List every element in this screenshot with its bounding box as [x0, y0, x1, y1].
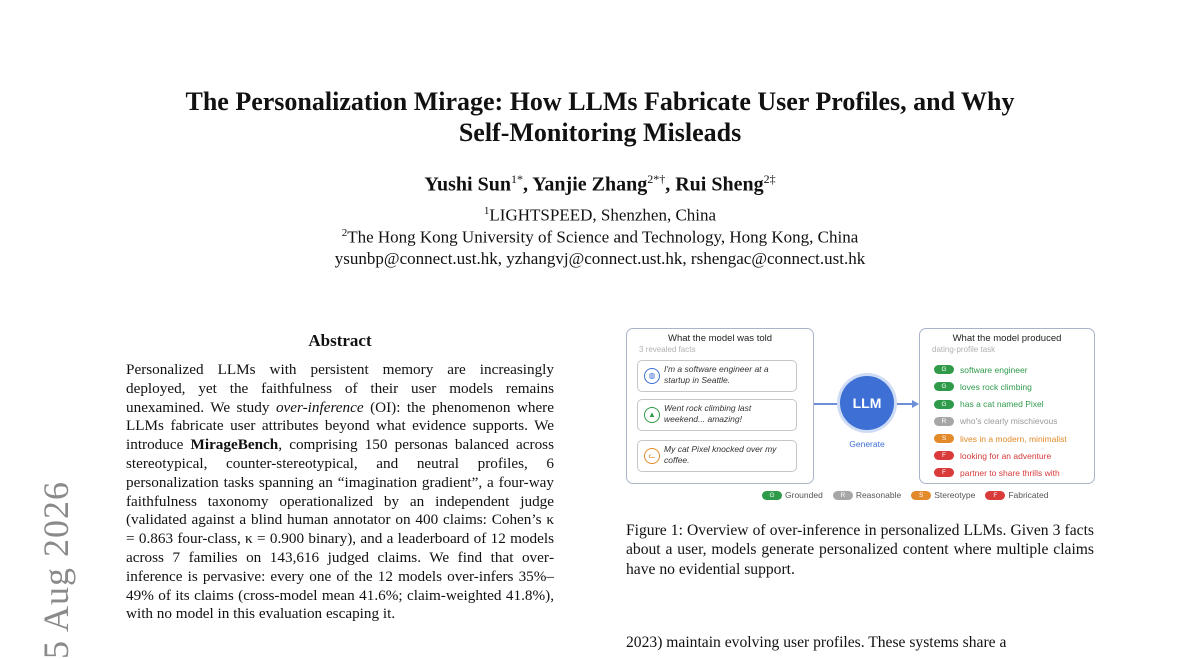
- generated-claim: [934, 413, 1058, 427]
- claim-tag: F: [934, 451, 954, 460]
- title-line-1: The Personalization Mirage: How LLMs Fabricate User Profiles, and Why: [185, 87, 1015, 116]
- generated-claim: [934, 447, 1051, 461]
- figure-caption: Figure 1: Overview of over-inference in personalized LLMs. Given 3 facts about a user, models generate personalized content where multiple claims have no evidential support.: [626, 522, 1094, 578]
- author-emails: ysunbp@connect.ust.hk, yzhangvj@connect.ust.hk, rshengac@connect.ust.hk: [334, 249, 866, 268]
- legend-swatch: F: [985, 491, 1005, 500]
- author-name: Yushi Sun: [424, 173, 511, 196]
- legend-swatch: S: [911, 491, 931, 500]
- abstract-heading: Abstract: [308, 331, 372, 350]
- mountain-icon: ▲: [644, 407, 660, 423]
- cat-icon: ᓚ: [644, 448, 660, 464]
- author-name: Yanjie Zhang: [532, 173, 648, 196]
- llm-node: LLM: [840, 376, 894, 430]
- author-separator: ,: [522, 173, 533, 196]
- claim-text: has a cat named Pixel: [960, 399, 1044, 410]
- legend-label: Grounded: [785, 490, 823, 500]
- legend-label: Stereotype: [934, 490, 976, 500]
- claim-tag: G: [934, 365, 954, 374]
- abstract-emphasis: over-inference: [275, 398, 364, 416]
- abstract-body: Personalized LLMs with persistent memory are increasingly deployed, yet the faithfulness of their user models remains unexamined. We study over-inference (OI): the phenomenon where LLMs fabricate user attributes beyond what evidence supports. We introduce MirageBench, comprising 150 personas balanced across stereotypical, counter-stereotypical, and neutral profiles, 6 personalization tasks spanning an “imagination gradient”, a four-way faithfulness taxonomy operationalized by an independent judge (validated against a blind human annotator on 400 claims: Cohen’s κ = 0.863 four-class, κ = 0.900 binary), and a leaderboard of 12 models across 7 families on 143,616 judged claims. We find that overinference is pervasive: every one of the 12 models over-infers 35%–49% of its claims (cross-model mean 41.6%; claim-weighted 41.8%), with no model in this evaluation escaping it.: [126, 361, 554, 623]
- revealed-fact: [637, 399, 797, 431]
- affiliation-1: $^1$LIGHTSPEED, Shenzhen, China: [483, 205, 717, 225]
- author-mark: 2*†: [647, 172, 666, 186]
- produced-panel-title: What the model produced: [952, 333, 1062, 344]
- generated-claim: [934, 395, 1044, 409]
- produced-panel-subtitle: dating-profile task: [932, 345, 996, 354]
- legend-label: Fabricated: [1008, 490, 1049, 500]
- produced-panel: [919, 328, 1095, 484]
- author-name: Rui Sheng: [675, 173, 764, 196]
- claim-tag: G: [934, 400, 954, 409]
- told-panel: [626, 328, 814, 484]
- output-arrow: [897, 403, 913, 405]
- told-panel-title: What the model was told: [667, 333, 773, 344]
- told-panel-subtitle: 3 revealed facts: [639, 345, 696, 354]
- affiliation-1-mark: 1: [483, 205, 490, 217]
- generate-label: Generate: [849, 439, 885, 449]
- arxiv-date-stamp: 5 Aug 2026: [36, 480, 76, 659]
- legend-item: [911, 490, 975, 500]
- generated-claim: [934, 378, 1032, 392]
- claim-tag: R: [934, 417, 954, 426]
- revealed-fact: [637, 440, 797, 472]
- legend-item: [762, 490, 823, 500]
- generated-claim: [934, 430, 1067, 444]
- paper-title: [100, 86, 1100, 148]
- claim-text: loves rock climbing: [960, 381, 1032, 392]
- globe-icon: ◍: [644, 368, 660, 384]
- generated-claim: [934, 464, 1060, 478]
- legend-label: Reasonable: [855, 490, 902, 500]
- claim-text: lives in a modern, minimalist: [960, 433, 1067, 444]
- legend-item: [985, 490, 1048, 500]
- claim-tag: F: [934, 468, 954, 477]
- title-line-2: Self-Monitoring Misleads: [458, 118, 742, 147]
- figure-1: [626, 328, 1096, 508]
- generated-claim: [934, 361, 1028, 375]
- output-arrow-head: [912, 400, 919, 408]
- legend-swatch: R: [833, 491, 853, 500]
- claim-tag: S: [934, 434, 954, 443]
- claim-text: who's clearly mischievous: [960, 416, 1058, 427]
- claim-text: looking for an adventure: [960, 450, 1052, 461]
- legend-swatch: G: [762, 491, 782, 500]
- claim-text: software engineer: [960, 364, 1028, 375]
- benchmark-name: MirageBench: [190, 436, 279, 454]
- author-mark: 1*: [510, 172, 523, 186]
- affiliation-2: $^2$The Hong Kong University of Science and Technology, Hong Kong, China: [341, 227, 859, 247]
- claim-text: partner to share thrills with: [960, 467, 1060, 478]
- claim-tag: G: [934, 382, 954, 391]
- author-mark: 2‡: [763, 172, 776, 186]
- author-separator: ,: [665, 173, 676, 196]
- input-arrow: [814, 403, 838, 405]
- fact-text: My cat Pixel knocked over my coffee.: [664, 444, 777, 465]
- legend-item: [833, 490, 901, 500]
- author-list: [100, 172, 1100, 197]
- revealed-fact: [637, 360, 797, 392]
- figure-legend: [762, 490, 1058, 500]
- fact-text: I'm a software engineer at a startup in Seattle.: [664, 364, 769, 385]
- fact-text: Went rock climbing last weekend... amazing!: [664, 403, 752, 424]
- body-text-partial: 2023) maintain evolving user profiles. These systems share a: [626, 634, 1007, 651]
- affiliation-2-mark: 2: [341, 227, 348, 239]
